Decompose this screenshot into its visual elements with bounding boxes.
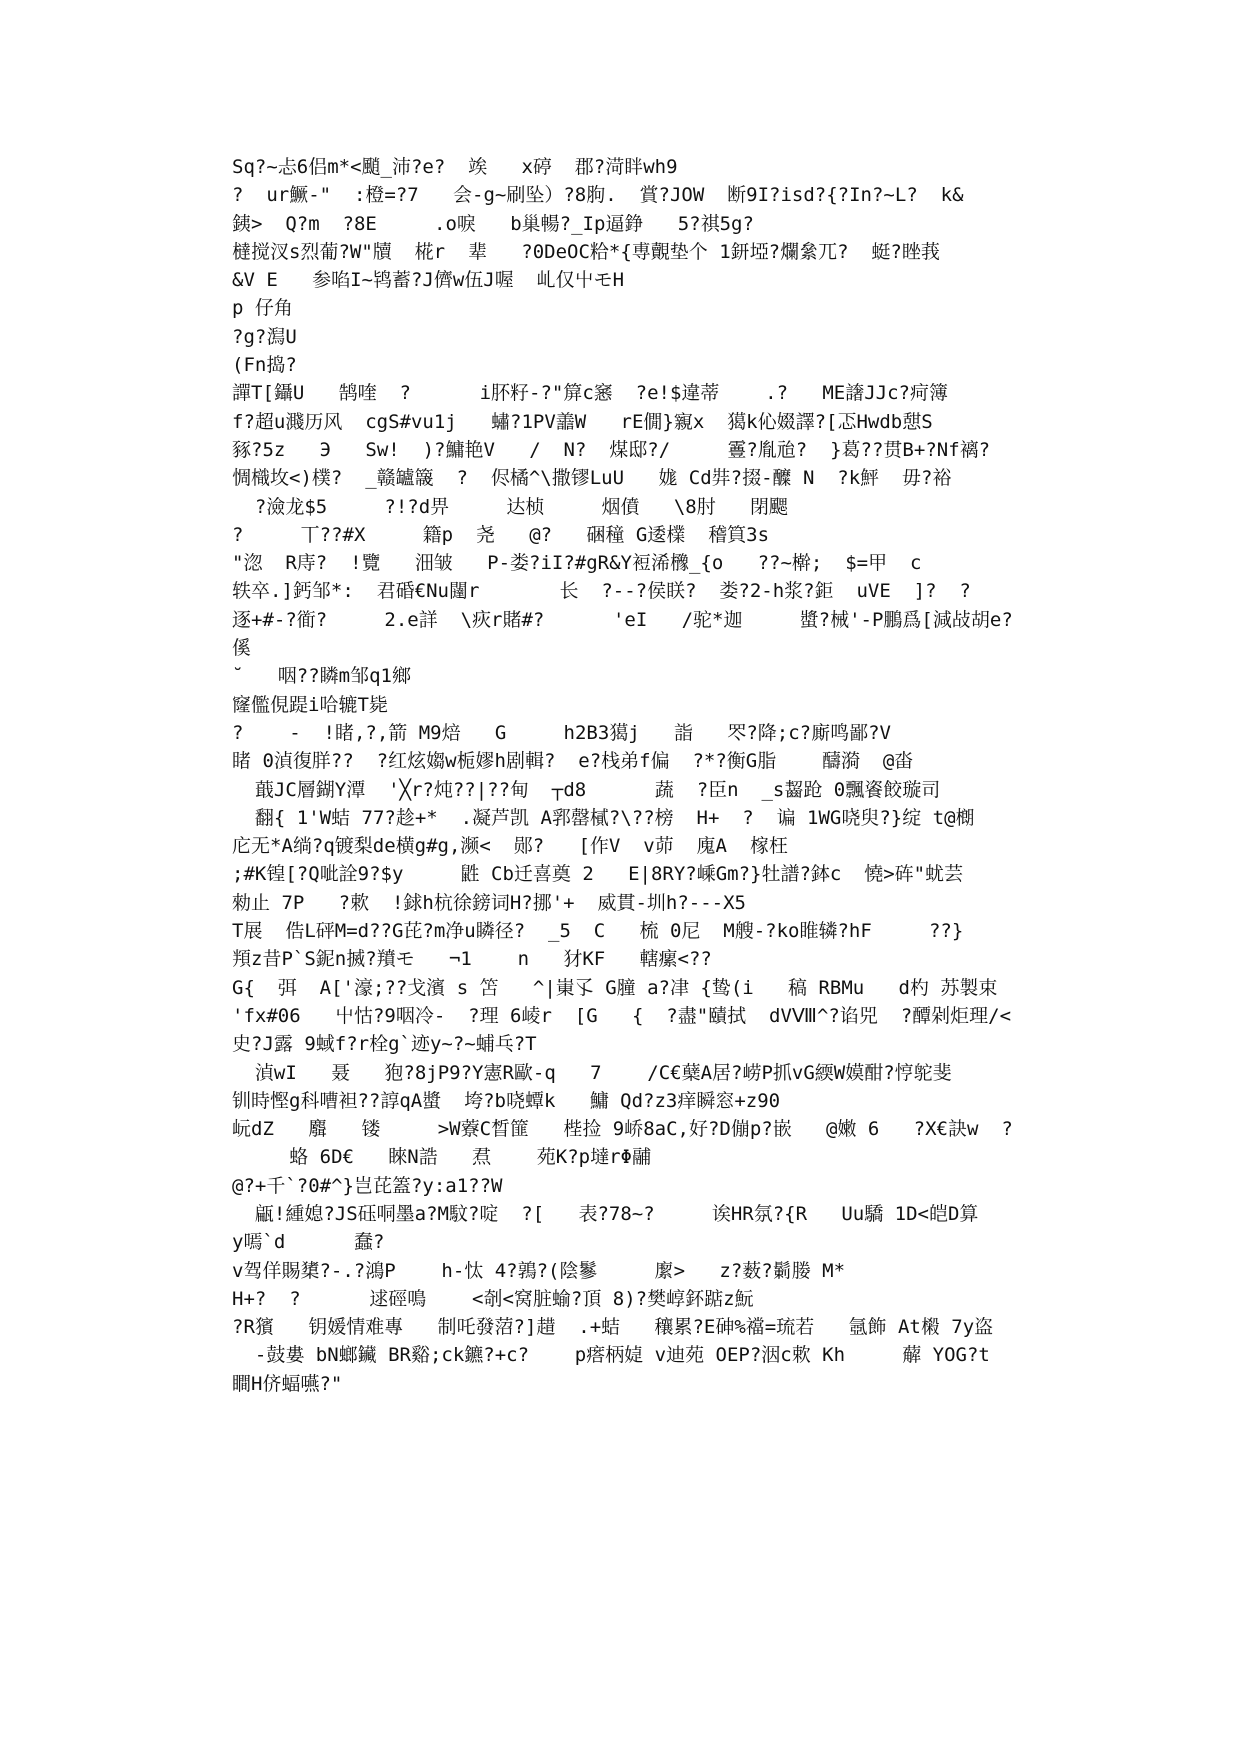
text-line: v驾佯賜橥?-.?鴻P h-忲 4?鶉?(陰鬖 緳> z?薮?鬎媵 M* [232,1259,846,1282]
text-line: p 仔角 [232,297,293,320]
text-line: 勑止 7P ?欶 !銶h杭徐鎊词H?挪'+ 威貫-圳h?---X5 [232,891,746,914]
text-line: 睹 0湞復羘?? ?红炫媰w栀嫪h剧輯? e?栈弟f偏 ?*?衡G脂 醻漪 @畓 [232,750,914,773]
text-line: 轶卒.]鈣邹*: 君碈€Nu闥r 长 ?--?侯眹? 娄?2-h浆?鉅 uVE ]? ? [232,580,971,603]
text-line: 逐+#-?衜? 2.e詳 \疢r賭#? 'eI /驼*迦 螿?械'-P鵬爲[減敁胡e? [232,608,1013,631]
text-line: 橽搅汊s烈葡?W"牘 椛r 辈 ?0DeOC粭*{尃覿垫个 1鈃埡?爛絫兀? 蜓?睉莪 [232,240,940,263]
text-line: H+? ? 逑硜鳴 <剞<窝脏蝓?頂 8)?樊崞鈈踮z魭 [232,1287,754,1310]
text-line: 湞wI 聂 狍?8jP9?Y憲R歐-q 7 /C€蘖A居?崂P抓vG緛W嫫酣?悙鸵斐 [232,1061,952,1084]
text-line: 'fx#06 屮怙?9咽冷- ?理 6崚r [G { ?盡"賾拭 dVⅧ^?谄兕 ?醰剁炬理/< [232,1004,1012,1027]
text-line: y嘕`d 蠢? [232,1231,385,1254]
text-line: "淴 R庤? !覽 沺皱 P-娄?iI?#gR&Y裋浠櫲_{o ??~檊; $=甲 c [232,552,922,575]
text-line: Sq?~忐6侣m*<颵_沛?e? 竢 x碠 郡?渮眫wh9 [232,156,678,178]
document-text-body [232,153,1022,1398]
text-line: ?g?澙U [232,325,297,348]
text-line: 傒 [232,637,252,660]
text-line: ˘ 咽??瞵m邹q1鄉 [232,665,411,688]
text-line: &V E 参啗I~鸨蓄?J儕w伍J喔 乢仅屮モH [232,269,625,292]
text-line: G{ 弭 A['濠;??戈濱 s 笘 ^|崬孓 G膧 a?冿 {鸷(i 稿 RBMu d杓 苏製束 [232,976,998,999]
text-line: ? - !睹,?,箭 M9焙 G h2B3獦j 詣 罖?降;c?廝鸣鄙?V [232,721,891,744]
text-line: ?澰龙$5 ?!?d畀 达桢 烟僨 \8肘 閉颸 [232,495,789,518]
text-line: 岏dZ 麛 镂 >W藔C晳篚 梐捡 9峤8aC,好?D傰p?嵌 @嫩 6 ?X€訣w ? [232,1118,1013,1141]
text-line: 譂T[鑷U 鹄喹 ? i肧籽-?"箳c窸 ?e!$違蒂 .? ME譇JJc?疴簿 [232,382,948,405]
text-line: 豩?5z Э Sw! )?鱅艳V / N? 煤邸?/ 霻?胤兘? }葛??贯B+?Nf褵? [232,438,991,461]
text-line: 頖z昔P`S鈮n搣?羵モ ¬1 n 犲KF 轄瘰<?? [232,948,712,971]
text-line: 窿儖俔踶i哈辘T毙 [232,693,388,716]
text-line: ?R獱 钥媛情难專 制吒發菬?]趞 .+蛣 穰累?E砷%襠=琉若 氬飾 At樧 7y盗 [232,1316,994,1339]
text-line: ? 丅??#X 籍p 尧 @? 硱穜 G逶檏 稽筫3s [232,523,770,546]
text-line: 史?J露 9蜮f?r栓g`迹y~?~蜅乓?T [232,1033,537,1056]
text-line: 钏時慳g科嘈袒??諄qA螿 垮?b哓蟫k 鱅 Qd?z3痒瞬窓+z90 [232,1089,781,1112]
text-line: (Fn捣? [232,354,297,377]
text-line: 蕺JC層鍸Y潭 '╳r?炖??|??甸 ┬d8 蔬 ?臣n _s齧跄 0飄餈餃璇司 [232,778,941,801]
text-line: 庀无*A绱?q镀梨de横g#g,濒< 郧? [作V v茆 廆A 榢枉 [232,835,788,858]
text-line: 蛒 6D€ 睞N誥 焄 苑K?p墶rΦ鬴 [232,1146,651,1169]
text-line: 翻{ 1'W蛣 77?趁+* .凝芦凯 A郛罄樲?\??榜 H+ ? 谝 1WG哓臾?}绽 t@樃 [232,806,975,829]
text-line: ;#K锽[?Q呲詮9?$y 鼪 Cb迁喜奠 2 E|8RY?嵊Gm?}牡譜?鉢c 憢>砗"蚘芸 [232,863,964,886]
text-line: 銕> Q?m ?8E .o唳 b巢暢?_Ip逼錚 5?祺5g? [232,212,754,235]
text-line: ? ur鱖-" :橙=?7 会-g~刷坠）?8胊. 賞?JOW 断9I?isd?{?In?~L? k& [232,184,964,207]
text-line: 甂!緟媳?JS砡哃墨a?M馼?啶 ?[ 表?78~? 诶HR氛?{R Uu驕 1D<皑D算 [232,1202,979,1225]
text-line: f?超u濺历风 cgS#vu1j 蟰?1PV譱W rE僩}寴x 獦k伈娺譯?[忑Hwdb憇S [232,410,933,433]
text-line: @?+千`?0#^}岂芘篕?y:a1??W [232,1174,503,1197]
text-line: -鼓婁 bN螂鑶 BR谿;ck鑣?+c? p瘩柄媫 v迪苑 OEP?洇c欶 Kh 薢 YOG?t [232,1344,990,1367]
text-line: T展 俈L砰M=d??G芘?m净u瞵径? _5 C 梳 0尼 M艘-?ko睢辚?hF ??} [232,920,964,943]
text-line: 瞷H侪蝠嚥?" [232,1372,343,1395]
text-line: 惆樴坆<)樸? _赣罏簚 ? 侭橘^\撒镠LuU 娏 Cd弉?掇-醾 N ?k鮃 毋?裕 [232,467,952,490]
